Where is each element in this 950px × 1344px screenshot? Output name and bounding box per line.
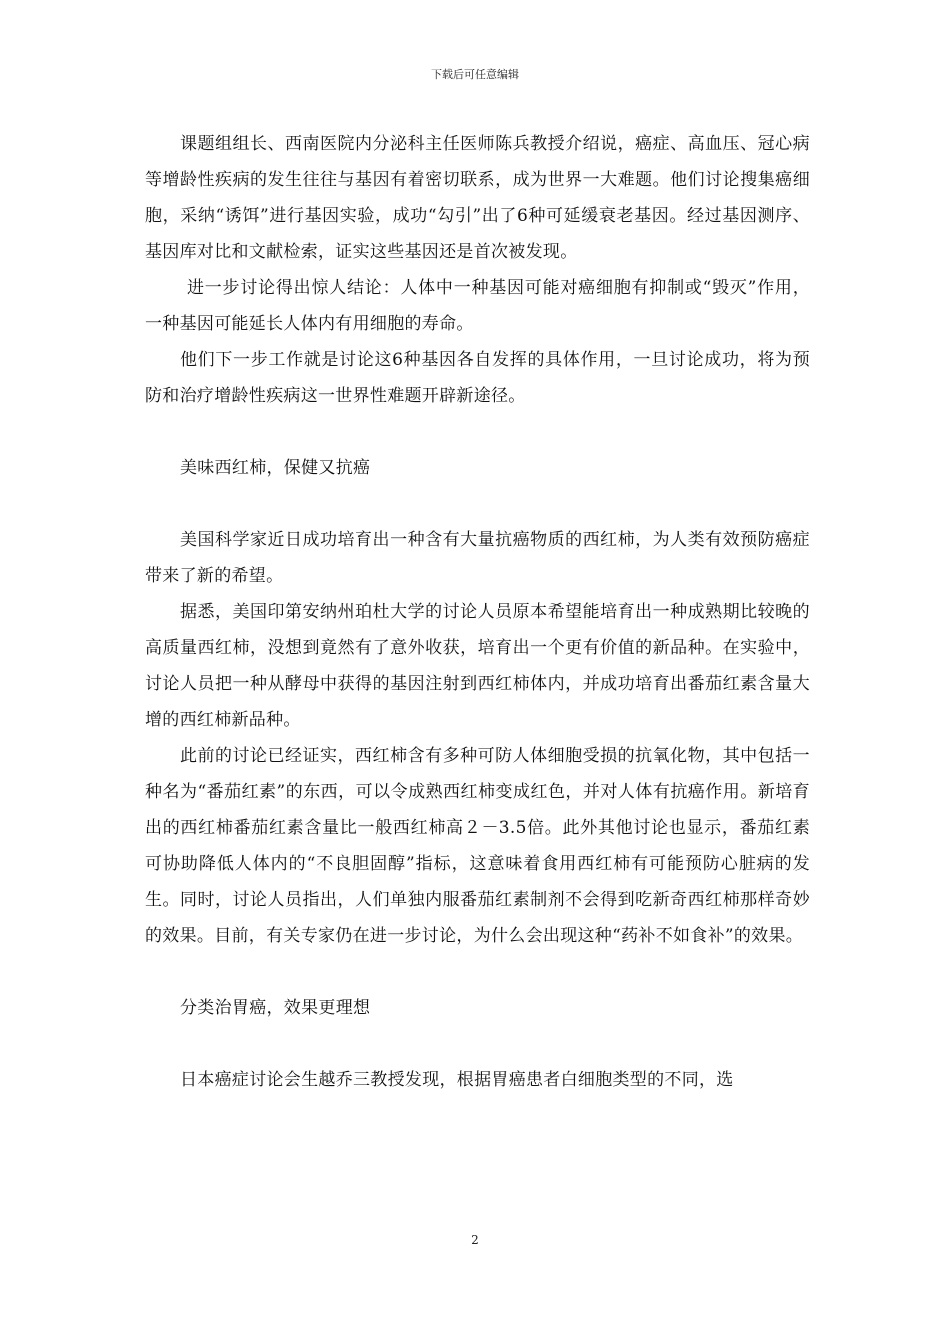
paragraph-tomato-intro: 美国科学家近日成功培育出一种含有大量抗癌物质的西红柿，为人类有效预防癌症带来了新的希望。 [145,530,810,586]
paragraph-gap [145,1026,810,1062]
paragraph-gap [145,954,810,990]
paragraph-further-research: 进一步讨论得出惊人结论：人体中一种基因可能对癌细胞有抑制或“毁灭”作用，一种基因可能延长人体内有用细胞的寿命。 [145,278,810,334]
paragraph-purdue-research: 据悉，美国印第安纳州珀杜大学的讨论人员原本希望能培育出一种成熟期比较晚的高质量西红柿，没想到竟然有了意外收获，培育出一个更有价值的新品种。在实验中，讨论人员把一种从酵母中获得的基因注射到西红柿体内，并成功培育出番茄红素含量大增的西红柿新品种。 [145,602,810,730]
paragraph-gap [145,486,810,522]
document-body [145,126,810,1098]
section-heading-stomach-cancer: 分类治胃癌，效果更理想 [180,998,371,1018]
paragraph-stomach-cancer: 日本癌症讨论会生越乔三教授发现，根据胃癌患者白细胞类型的不同，选 [180,1070,734,1090]
section-heading-tomato: 美味西红柿，保健又抗癌 [180,458,371,478]
page-number: 2 [471,1233,479,1247]
paragraph-lycopene: 此前的讨论已经证实，西红柿含有多种可防人体细胞受损的抗氧化物，其中包括一种名为“番茄红素”的东西，可以令成熟西红柿变成红色，并对人体有抗癌作用。新培育出的西红柿番茄红素含量比一般西红柿高２－3.5倍。此外其他讨论也显示，番茄红素可协助降低人体内的“不良胆固醇”指标，这意味着食用西红柿有可能预防心脏病的发生。同时，讨论人员指出，人们单独内服番茄红素制剂不会得到吃新奇西红柿那样奇妙的效果。目前，有关专家仍在进一步讨论，为什么会出现这种“药补不如食补”的效果。 [145,746,810,946]
paragraph-next-steps: 他们下一步工作就是讨论这6种基因各自发挥的具体作用，一旦讨论成功，将为预防和治疗增龄性疾病这一世界性难题开辟新途径。 [145,350,810,406]
page-header-note: 下载后可任意编辑 [431,68,519,81]
paragraph-gap [145,414,810,450]
paragraph-gene-discovery: 课题组组长、西南医院内分泌科主任医师陈兵教授介绍说，癌症、高血压、冠心病等增龄性疾病的发生往往与基因有着密切联系，成为世界一大难题。他们讨论搜集癌细胞，采纳“诱饵”进行基因实验，成功“勾引”出了6种可延缓衰老基因。经过基因测序、基因库对比和文献检索，证实这些基因还是首次被发现。 [145,134,810,262]
